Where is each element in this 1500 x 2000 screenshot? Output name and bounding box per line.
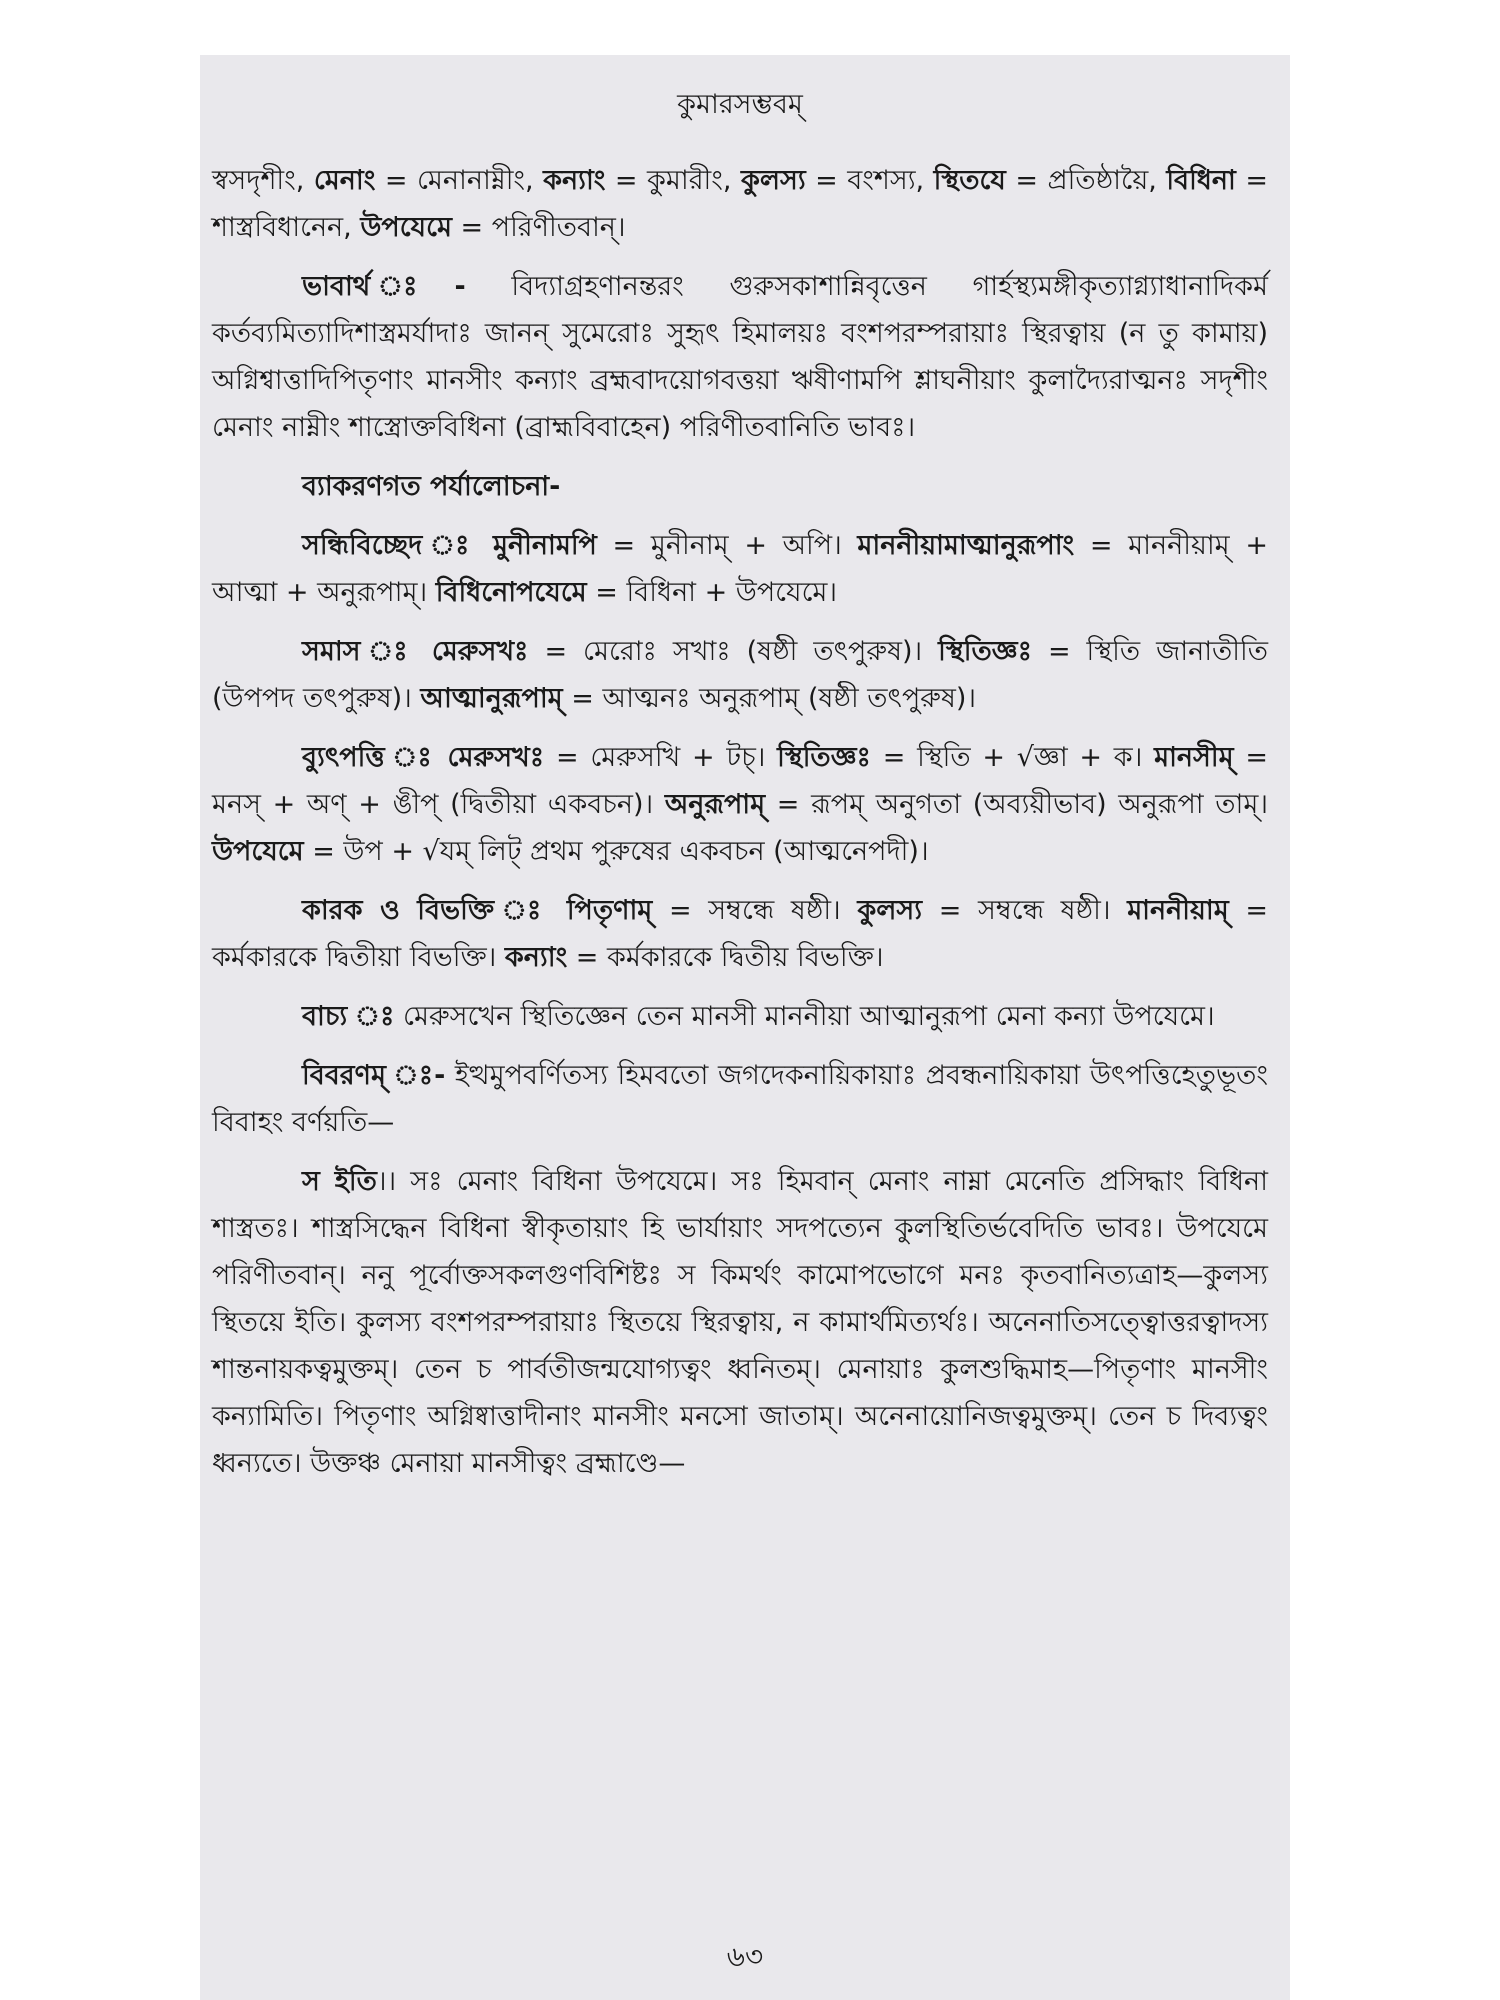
text-run: স্বসদৃশীং, <box>212 165 314 196</box>
bold-term: কুলস্য <box>740 165 806 196</box>
bold-term: বিধিনোপযেমে <box>435 577 587 608</box>
bold-term: মাননীয়ামাত্মানুরূপাং <box>857 530 1075 561</box>
text-run: = মাননীয়াম্ + আত্মা + অনুরূপাম্। <box>212 530 1268 608</box>
bold-term: অনুরূপাম্ <box>664 789 766 820</box>
bold-term: কন্যাং <box>543 165 606 196</box>
paragraph-sa-iti <box>212 1158 1268 1487</box>
text-run: = প্রতিষ্ঠায়ৈ, <box>1005 165 1167 196</box>
paragraph-sandhi <box>212 522 1268 616</box>
text-run: মেরুসখেন স্থিতিজ্ঞেন তেন মানসী মাননীয়া আত্মানুরূপা মেনা কন্যা উপযেমে। <box>394 1001 1215 1032</box>
bold-term: উপযেমে <box>212 836 304 867</box>
text-run: = বিধিনা + উপযেমে। <box>586 577 838 608</box>
text-run: = মেনানাম্নীং, <box>375 165 544 196</box>
text-run: = পরিণীতবান্। <box>451 212 626 243</box>
text-run: ইত্থমুপবর্ণিতস্য হিমবতো জগদেকনায়িকায়াঃ প্রবন্ধনায়িকায়া উৎপত্তিহেতুভূতং বিবাহং বর্ণয়তি— <box>212 1060 1269 1138</box>
bold-term: কুলস্য <box>857 895 923 926</box>
bold-term: সমাস ঃ মেরুসখঃ <box>302 636 529 667</box>
bold-term: স্থিতিজ্ঞঃ <box>777 742 871 773</box>
bold-term: স্থিতযে <box>933 165 1006 196</box>
bold-term: মানসীম্ <box>1154 742 1234 773</box>
bold-term: ভাবার্থ ঃ- <box>302 271 466 302</box>
paragraph-karaka <box>212 887 1268 981</box>
bold-term: বিধিনা <box>1166 165 1236 196</box>
text-run: = মেরুসখি + টচ্। <box>544 742 778 773</box>
text-run: = মুনীনাম্ + অপি। <box>596 530 858 561</box>
bold-term: আত্মানুরূপাম্ <box>420 683 563 714</box>
text-run: = বংশস্য, <box>805 165 934 196</box>
bold-term: কারক ও বিভক্তি ঃ পিতৃণাম্ <box>302 895 653 926</box>
bold-term: স্থিতিজ্ঞঃ <box>938 636 1032 667</box>
running-title: কুমারসম্ভবম্ <box>677 89 803 120</box>
text-run: = রূপম্ অনুগতা (অব্যয়ীভাব) অনুরূপা তাম্। <box>765 789 1269 820</box>
paragraph-gloss-cont <box>212 157 1268 251</box>
body-text <box>212 157 1268 1487</box>
bold-term: ব্যুৎপত্তি ঃ মেরুসখঃ <box>302 742 545 773</box>
text-run: = সম্বন্ধে ষষ্ঠী। <box>922 895 1128 926</box>
text-run: = মেরোঃ সখাঃ (ষষ্ঠী তৎপুরুষ)। <box>528 636 939 667</box>
text-run: ।। সঃ মেনাং বিধিনা উপযেমে। সঃ হিমবান্ মেনাং নাম্না মেনেতি প্রসিদ্ধাং বিধিনা শাস্ত্রতঃ। শাস্ত্রসিদ্ধেন বিধিনা স্বীকৃতায়াং হি ভার্যায়াং সদপত্যেন কুলস্থিতির্ভবেদিতি ভাবঃ। উপযেমে পরিণীতবান্। ননু পূর্বোক্তসকলগুণবিশিষ্টঃ স কিমর্থং কামোপভোগে মনঃ কৃতবানিত্যত্রাহ—কুলস্য স্থিতয়ে ইতি। কুলস্য বংশপরম্পরায়াঃ স্থিতয়ে স্থিরত্বায়, ন কামার্থমিত্যর্থঃ। অনেনাতিসত্ত্বোত্তরত্বাদস্য শান্তনায়কত্বমুক্তম্। তেন চ পার্বতীজন্মযোগ্যত্বং ধ্বনিতম্। মেনায়াঃ কুলশুদ্ধিমাহ—পিতৃণাং মানসীং কন্যামিতি। পিতৃণাং অগ্নিষ্বাত্তাদীনাং মানসীং মনসো জাতাম্। অনেনায়োনিজত্বমুক্তম্। তেন চ দিব্যত্বং ধ্বন্যতে। উক্তঞ্চ মেনায়া মানসীত্বং ব্রহ্মাণ্ডে— <box>212 1166 1268 1479</box>
text-run: = সম্বন্ধে ষষ্ঠী। <box>652 895 858 926</box>
paragraph-bhavartha <box>212 263 1268 451</box>
bold-term: উপযেমে <box>360 212 452 243</box>
bold-term: বাচ্য ঃ <box>302 1001 395 1032</box>
bold-term: ব্যাকরণগত পর্যালোচনা- <box>302 471 561 502</box>
text-run: = আত্মনঃ অনুরূপাম্ (ষষ্ঠী তৎপুরুষ)। <box>562 683 977 714</box>
paragraph-vacya <box>212 993 1268 1040</box>
page-number: ৬৩ <box>726 1940 764 1973</box>
bold-term: মেনাং <box>313 165 376 196</box>
text-run: = মনস্ + অণ্ + ঙীপ্ (দ্বিতীয়া একবচন)। <box>212 742 1268 820</box>
paragraph-samasa <box>212 628 1268 722</box>
paragraph-vyutpatti <box>212 734 1268 875</box>
text-run: = স্থিতি + √জ্ঞা + ক। <box>870 742 1155 773</box>
bold-term: কন্যাং <box>504 942 568 973</box>
text-run: বিদ্যাগ্রহণানন্তরং গুরুসকাশান্নিবৃত্তেন গার্হস্থ্যমঙ্গীকৃত্যাগ্ন্যাধানাদিকর্ম কর্তব্যমিত্যাদিশাস্ত্রমর্যাদাঃ জানন্ সুমেরোঃ সুহৃৎ হিমালয়ঃ বংশপরম্পরায়াঃ স্থিরত্বায় (ন তু কামায়) অগ্নিশ্বাত্তাদিপিতৃণাং মানসীং কন্যাং ব্রহ্মবাদয়োগবত্তয়া ঋষীণামপি শ্লাঘনীয়াং কুলাদ্যৈরাত্মনঃ সদৃশীং মেনাং নাম্নীং শাস্ত্রোক্তবিধিনা (ব্রাহ্মবিবাহেন) পরিণীতবানিতি ভাবঃ। <box>212 271 1268 443</box>
paragraph-vivarana <box>212 1052 1268 1146</box>
text-run: = স্থিতি জানাতীতি (উপপদ তৎপুরুষ)। <box>212 636 1269 714</box>
text-run: = কর্মকারকে দ্বিতীয় বিভক্তি। <box>567 942 884 973</box>
text-run: = উপ + √যম্ লিট্ প্রথম পুরুষের একবচন (আত্মনেপদী)। <box>303 836 929 867</box>
bold-term: সন্ধিবিচ্ছেদ ঃ মুনীনামপি <box>302 530 597 561</box>
text-run: = কর্মকারকে দ্বিতীয়া বিভক্তি। <box>212 895 1268 973</box>
paragraph-vyakarana-heading <box>212 463 1268 510</box>
text-run: = কুমারীং, <box>605 165 741 196</box>
text-run: = শাস্ত্রবিধানেন, <box>212 165 1268 243</box>
book-page <box>200 55 1290 2000</box>
bold-term: বিবরণম্ ঃ- <box>302 1060 446 1091</box>
bold-term: মাননীয়াম্ <box>1127 895 1229 926</box>
bold-term: স ইতি <box>302 1166 377 1197</box>
